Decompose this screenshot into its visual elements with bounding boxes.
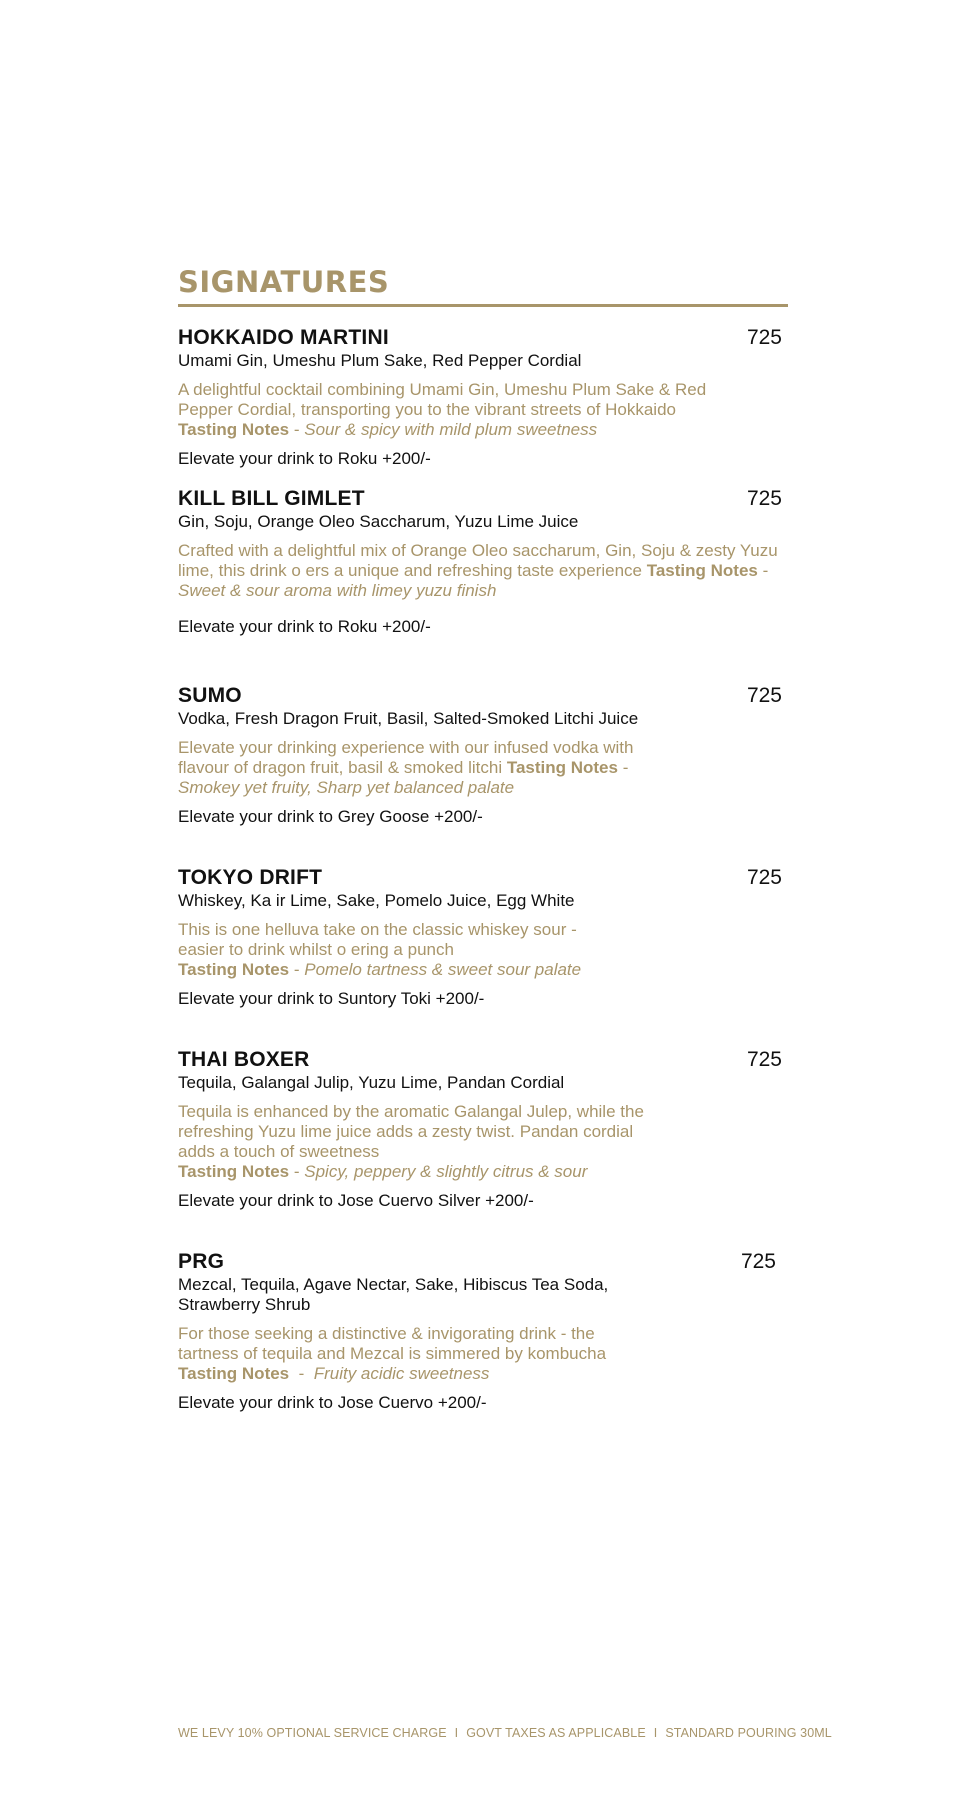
tasting-notes-label: Tasting Notes (506, 758, 618, 777)
section-divider (178, 304, 788, 307)
item-name: PRG (178, 1250, 225, 1273)
item-upgrade: Elevate your drink to Roku +200/- (178, 449, 431, 468)
item-description-block (178, 541, 778, 601)
item-description: This is one helluva take on the classic whiskey sour - easier to drink whilst o ering a punch (178, 920, 577, 959)
item-upgrade: Elevate your drink to Roku +200/- (178, 617, 431, 636)
footer-note (178, 1726, 832, 1740)
item-price: 725 (746, 326, 782, 349)
menu-item-tokyo-drift (178, 865, 788, 1009)
tasting-notes-separator: - (289, 420, 305, 439)
footer-separator: I (653, 1726, 658, 1740)
item-description-block (178, 738, 648, 798)
tasting-notes: Smokey yet fruity, Sharp yet balanced palate (178, 778, 515, 797)
item-price: 725 (746, 866, 782, 889)
item-ingredients: Whiskey, Ka ir Lime, Sake, Pomelo Juice, Egg White (178, 891, 575, 910)
item-description-block (178, 1102, 668, 1182)
tasting-notes: Spicy, peppery & slightly citrus & sour (304, 1162, 588, 1181)
menu-item-prg (178, 1249, 788, 1413)
item-ingredients: Mezcal, Tequila, Agave Nectar, Sake, Hibiscus Tea Soda, Strawberry Shrub (178, 1275, 609, 1314)
item-description: Crafted with a delightful mix of Orange Oleo saccharum, Gin, Soju & zesty Yuzu lime, this drink o ers a unique and refreshing taste experience (178, 541, 778, 580)
tasting-notes-label: Tasting Notes (646, 561, 758, 580)
item-upgrade: Elevate your drink to Grey Goose +200/- (178, 807, 483, 826)
item-price: 725 (746, 1048, 782, 1071)
item-ingredients: Tequila, Galangal Julip, Yuzu Lime, Pandan Cordial (178, 1073, 565, 1092)
item-description: Elevate your drinking experience with our infused vodka with flavour of dragon fruit, basil & smoked litchi (178, 738, 634, 777)
item-description: A delightful cocktail combining Umami Gin, Umeshu Plum Sake & Red Pepper Cordial, transporting you to the vibrant streets of Hokkaido (178, 380, 707, 419)
item-upgrade: Elevate your drink to Jose Cuervo Silver +200/- (178, 1191, 534, 1210)
tasting-notes: Sweet & sour aroma with limey yuzu finish (178, 581, 497, 600)
item-price: 725 (746, 487, 782, 510)
footer-taxes: GOVT TAXES AS APPLICABLE (466, 1726, 646, 1740)
item-name: KILL BILL GIMLET (178, 487, 365, 510)
menu-item-thai-boxer (178, 1047, 788, 1211)
item-description-block (178, 1324, 638, 1384)
item-name: SUMO (178, 684, 242, 707)
menu-item-sumo (178, 683, 788, 827)
item-ingredients: Umami Gin, Umeshu Plum Sake, Red Pepper Cordial (178, 351, 582, 370)
item-description-block (178, 380, 738, 440)
tasting-notes-separator: - (757, 561, 769, 580)
item-upgrade: Elevate your drink to Jose Cuervo +200/- (178, 1393, 487, 1412)
tasting-notes-separator: - (617, 758, 629, 777)
item-name: THAI BOXER (178, 1048, 310, 1071)
menu-item-kill-bill-gimlet (178, 486, 788, 637)
tasting-notes: Sour & spicy with mild plum sweetness (304, 420, 598, 439)
tasting-notes-label: Tasting Notes (178, 1364, 290, 1383)
item-description-block (178, 920, 608, 980)
footer-service-charge: WE LEVY 10% OPTIONAL SERVICE CHARGE (178, 1726, 447, 1740)
item-price: 725 (746, 684, 782, 707)
menu-item-hokkaido-martini (178, 325, 788, 469)
item-price: 725 (740, 1250, 776, 1273)
section-title: SIGNATURES (178, 265, 390, 299)
tasting-notes: Pomelo tartness & sweet sour palate (304, 960, 582, 979)
item-description: Tequila is enhanced by the aromatic Galangal Julep, while the refreshing Yuzu lime juice adds a zesty twist. Pandan cordial adds a touch of sweetness (178, 1102, 644, 1161)
tasting-notes-separator: - (289, 1364, 314, 1383)
footer-pouring: STANDARD POURING 30ML (665, 1726, 832, 1740)
item-description: For those seeking a distinctive & invigorating drink - the tartness of tequila and Mezcal is simmered by kombucha (178, 1324, 607, 1363)
tasting-notes-separator: - (289, 1162, 305, 1181)
item-name: TOKYO DRIFT (178, 866, 323, 889)
signatures-menu (178, 262, 788, 1413)
tasting-notes: Fruity acidic sweetness (313, 1364, 490, 1383)
item-name: HOKKAIDO MARTINI (178, 326, 389, 349)
tasting-notes-separator: - (289, 960, 305, 979)
item-upgrade: Elevate your drink to Suntory Toki +200/- (178, 989, 485, 1008)
tasting-notes-label: Tasting Notes (178, 960, 290, 979)
item-ingredients: Vodka, Fresh Dragon Fruit, Basil, Salted-Smoked Litchi Juice (178, 709, 639, 728)
item-ingredients: Gin, Soju, Orange Oleo Saccharum, Yuzu Lime Juice (178, 512, 579, 531)
tasting-notes-label: Tasting Notes (178, 1162, 290, 1181)
tasting-notes-label: Tasting Notes (178, 420, 290, 439)
footer-separator: I (454, 1726, 459, 1740)
